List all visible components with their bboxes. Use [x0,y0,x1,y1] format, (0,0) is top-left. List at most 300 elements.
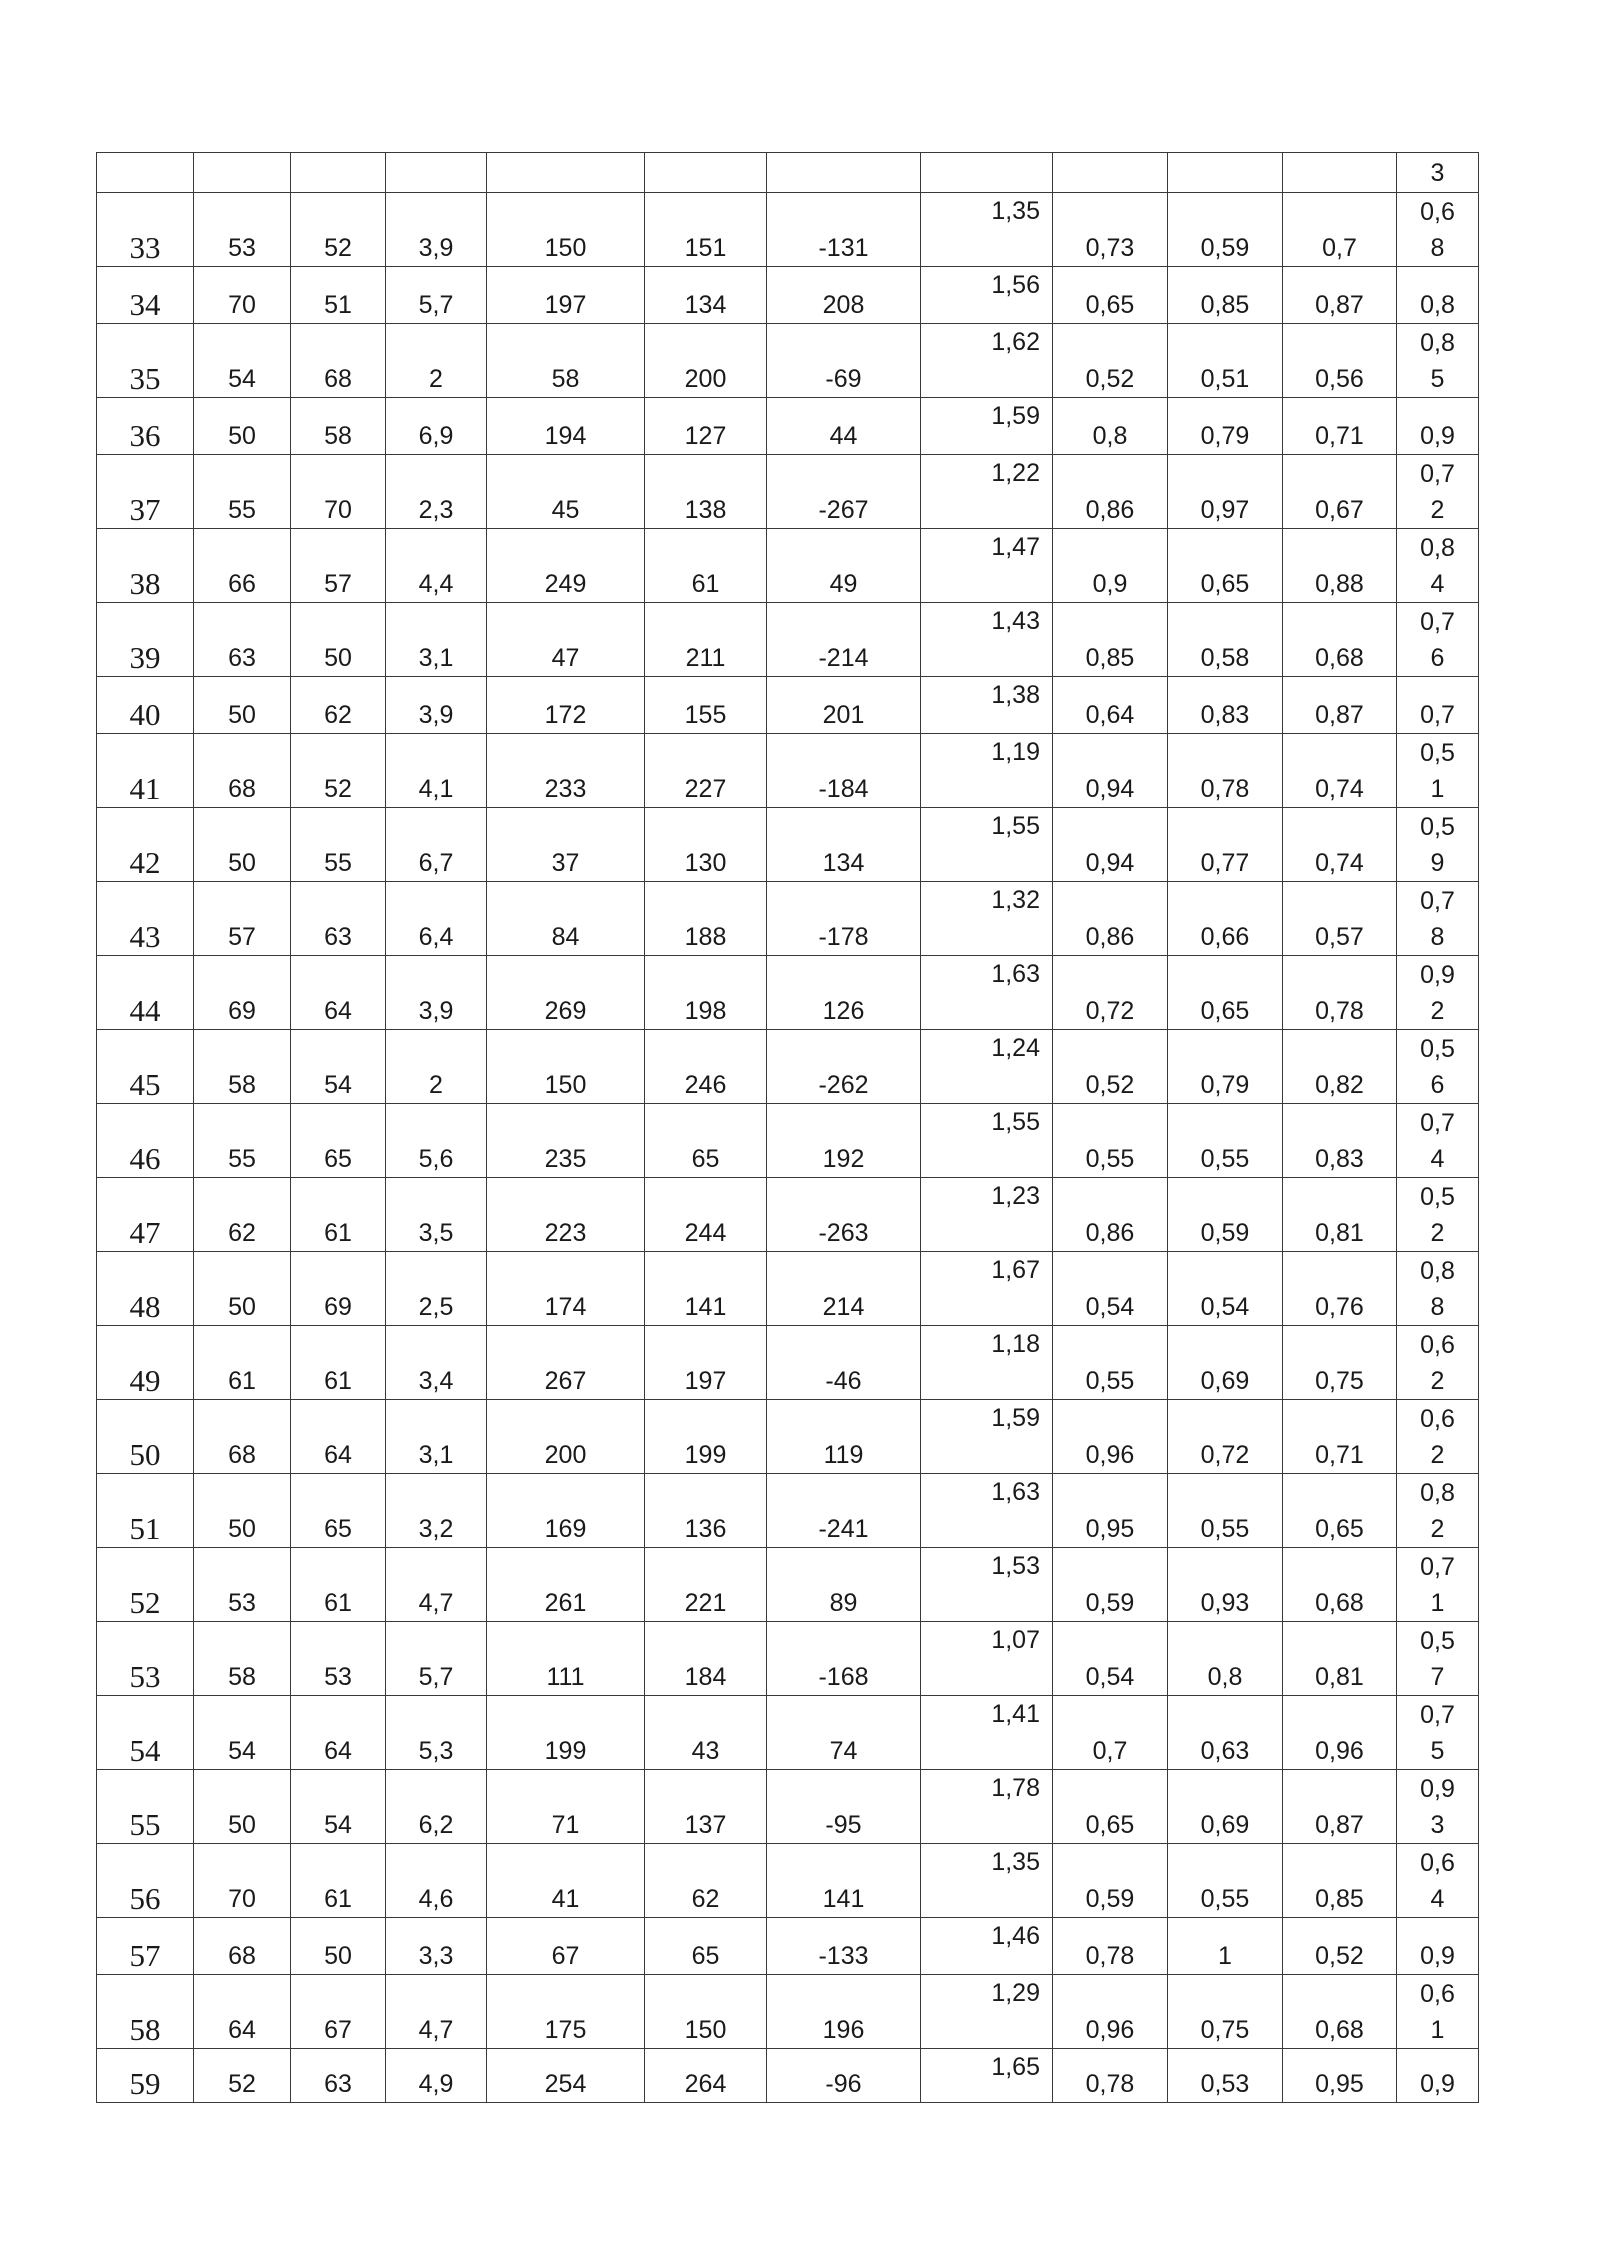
table-cell: 169 [487,1474,645,1548]
table-cell: -168 [767,1622,921,1696]
table-row [97,808,1479,882]
row-index-cell: 45 [97,1030,194,1104]
table-cell: 0,7 [1283,193,1397,267]
table-cell: -267 [767,455,921,529]
table-cell: 134 [645,267,767,324]
table-cell-wrapped [1397,1030,1479,1104]
table-row [97,1622,1479,1696]
table-cell: 1,55 [921,1104,1053,1178]
table-cell: 0,52 [1053,1030,1168,1104]
table-cell: 50 [194,1474,291,1548]
table-cell: 68 [291,324,386,398]
cell-text-line: 0,5 [1420,1035,1455,1063]
cell-text-line: 0,7 [1420,887,1455,915]
table-cell: 63 [291,882,386,956]
table-cell: 200 [487,1400,645,1474]
table-cell: 0,56 [1283,324,1397,398]
table-cell: 58 [291,398,386,455]
table-row [97,1252,1479,1326]
table-cell: 0,67 [1283,455,1397,529]
table-cell: 0,55 [1168,1474,1283,1548]
table-cell: 68 [194,1918,291,1975]
table-row [97,1400,1479,1474]
table-cell: 61 [291,1326,386,1400]
table-cell: 0,78 [1053,1918,1168,1975]
table-cell: 1,67 [921,1252,1053,1326]
table-cell: 58 [194,1622,291,1696]
table-cell: 65 [645,1918,767,1975]
table-cell: 0,96 [1053,1975,1168,2049]
table-cell: 47 [487,603,645,677]
table-cell-wrapped [1397,1696,1479,1770]
table-cell: 0,59 [1053,1844,1168,1918]
table-cell-wrapped [1397,267,1479,324]
cell-text-line: 0,7 [1420,1109,1455,1137]
table-cell: 61 [291,1844,386,1918]
table-cell: 0,85 [1283,1844,1397,1918]
table-cell: 141 [767,1844,921,1918]
table-row [97,1696,1479,1770]
table-row [97,1474,1479,1548]
table-cell: 4,9 [386,2049,487,2103]
table-cell: 0,59 [1053,1548,1168,1622]
table-cell: 111 [487,1622,645,1696]
cell-text-line: 0,7 [1420,1553,1455,1581]
table-cell: 51 [291,267,386,324]
table-cell: 0,97 [1168,455,1283,529]
table-cell: 211 [645,603,767,677]
table-cell: 0,86 [1053,455,1168,529]
table-cell: 223 [487,1178,645,1252]
table-cell: 4,6 [386,1844,487,1918]
table-cell [487,153,645,193]
table-cell: 0,79 [1168,1030,1283,1104]
table-cell: 201 [767,677,921,734]
table-cell [921,153,1053,193]
table-cell-wrapped [1397,734,1479,808]
table-row [97,455,1479,529]
cell-text-line: 1 [1430,775,1445,803]
cell-text-line: 0,6 [1420,1980,1455,2008]
table-cell: 55 [291,808,386,882]
table-cell: 67 [291,1975,386,2049]
table-cell: 68 [194,1400,291,1474]
table-row [97,1030,1479,1104]
table-cell [97,153,194,193]
row-index-cell: 53 [97,1622,194,1696]
cell-text-line: 7 [1430,1663,1445,1691]
table-cell: 0,71 [1283,1400,1397,1474]
table-cell: 0,8 [1168,1622,1283,1696]
cell-text-line: 0,8 [1420,329,1455,357]
table-cell: 0,8 [1053,398,1168,455]
table-cell: 0,58 [1168,603,1283,677]
table-cell: 151 [645,193,767,267]
table-cell: 4,7 [386,1548,487,1622]
table-cell: 1,43 [921,603,1053,677]
table-cell: 0,59 [1168,193,1283,267]
table-row [97,1918,1479,1975]
table-cell: 1,46 [921,1918,1053,1975]
table-cell-wrapped [1397,324,1479,398]
table-cell: 1,53 [921,1548,1053,1622]
table-cell: 84 [487,882,645,956]
cell-text-line: 2 [1430,1441,1445,1469]
row-index-cell: 35 [97,324,194,398]
table-cell-wrapped [1397,1104,1479,1178]
table-cell: 3,1 [386,603,487,677]
table-cell: 138 [645,455,767,529]
table-cell: 172 [487,677,645,734]
table-cell: 194 [487,398,645,455]
table-cell: 6,9 [386,398,487,455]
table-cell: -214 [767,603,921,677]
table-row-continuation [97,153,1479,193]
table-cell: 0,87 [1283,677,1397,734]
table-cell: 0,74 [1283,808,1397,882]
table-row [97,882,1479,956]
table-cell: 0,68 [1283,1975,1397,2049]
table-cell: 6,2 [386,1770,487,1844]
table-cell-wrapped [1397,529,1479,603]
table-cell: 0,65 [1168,529,1283,603]
table-cell-wrapped [1397,1474,1479,1548]
cell-text-line: 1 [1430,1589,1445,1617]
table-cell: 3,5 [386,1178,487,1252]
table-cell: 1,63 [921,1474,1053,1548]
table-cell: 50 [291,603,386,677]
table-cell: 58 [194,1030,291,1104]
table-cell: 0,63 [1168,1696,1283,1770]
cell-text-line: 4 [1430,570,1445,598]
table-cell: 3,2 [386,1474,487,1548]
table-cell: 62 [645,1844,767,1918]
table-cell: 6,4 [386,882,487,956]
row-index-cell: 39 [97,603,194,677]
table-cell: -241 [767,1474,921,1548]
table-row [97,398,1479,455]
cell-text-line: 0,9 [1420,2070,1455,2098]
table-cell: 267 [487,1326,645,1400]
cell-text-line: 0,8 [1420,1479,1455,1507]
table-cell: 0,83 [1168,677,1283,734]
row-index-cell: 40 [97,677,194,734]
table-cell: 141 [645,1252,767,1326]
table-cell: 175 [487,1975,645,2049]
table-cell: 0,64 [1053,677,1168,734]
table-cell: 58 [487,324,645,398]
table-cell: 41 [487,1844,645,1918]
table-cell: 0,96 [1283,1696,1397,1770]
table-cell: 0,85 [1053,603,1168,677]
cell-text-line: 0,6 [1420,198,1455,226]
row-index-cell: 48 [97,1252,194,1326]
row-index-cell: 58 [97,1975,194,2049]
table-cell: 0,55 [1168,1844,1283,1918]
table-cell: 214 [767,1252,921,1326]
cell-text-line: 4 [1430,1885,1445,1913]
table-cell [1053,153,1168,193]
table-cell: 50 [194,677,291,734]
table-cell: 1,22 [921,455,1053,529]
table-row [97,1178,1479,1252]
table-cell: 0,95 [1283,2049,1397,2103]
row-index-cell: 44 [97,956,194,1030]
table-cell: 0,54 [1053,1622,1168,1696]
table-cell: 70 [194,1844,291,1918]
table-cell: -133 [767,1918,921,1975]
table-cell: 3,9 [386,956,487,1030]
table-cell: 69 [194,956,291,1030]
table-cell: 0,95 [1053,1474,1168,1548]
table-cell: 0,75 [1168,1975,1283,2049]
cell-text-line: 0,8 [1420,534,1455,562]
cell-text-line: 0,7 [1420,608,1455,636]
table-cell: 0,74 [1283,734,1397,808]
table-cell: 50 [194,1252,291,1326]
table-cell: 1,32 [921,882,1053,956]
table-cell: 0,68 [1283,603,1397,677]
table-cell: 0,55 [1053,1104,1168,1178]
cell-text-line: 5 [1430,1737,1445,1765]
table-cell: 0,71 [1283,398,1397,455]
table-row [97,1770,1479,1844]
table-cell [767,153,921,193]
table-cell: 57 [194,882,291,956]
table-cell: 0,81 [1283,1178,1397,1252]
table-cell: 5,3 [386,1696,487,1770]
table-cell: 130 [645,808,767,882]
cell-text-line: 0,9 [1420,961,1455,989]
table-cell: 45 [487,455,645,529]
table-cell: 54 [194,1696,291,1770]
table-cell: 50 [291,1918,386,1975]
table-cell-wrapped [1397,1252,1479,1326]
cell-text-line: 0,7 [1420,1701,1455,1729]
table-cell [386,153,487,193]
table-cell-wrapped [1397,1975,1479,2049]
table-cell: 50 [194,1770,291,1844]
table-row [97,1548,1479,1622]
cell-text-line: 0,6 [1420,1849,1455,1877]
table-row [97,193,1479,267]
table-cell: 3,1 [386,1400,487,1474]
table-cell: 155 [645,677,767,734]
table-row [97,1975,1479,2049]
table-cell: 64 [194,1975,291,2049]
table-cell: 53 [194,193,291,267]
table-cell: 4,1 [386,734,487,808]
table-cell: 52 [291,734,386,808]
table-cell [645,153,767,193]
row-index-cell: 41 [97,734,194,808]
row-index-cell: 59 [97,2049,194,2103]
table-cell: 53 [194,1548,291,1622]
table-cell: 0,75 [1283,1326,1397,1400]
table-cell-wrapped [1397,193,1479,267]
table-cell: 5,7 [386,267,487,324]
table-cell: 0,78 [1053,2049,1168,2103]
cell-text-line: 0,7 [1420,701,1455,729]
table-cell: 64 [291,956,386,1030]
table-cell-wrapped [1397,956,1479,1030]
cell-text-line: 0,9 [1420,1942,1455,1970]
table-cell: 1,56 [921,267,1053,324]
row-index-cell: 50 [97,1400,194,1474]
table-cell: 3,4 [386,1326,487,1400]
table-cell-wrapped [1397,455,1479,529]
table-cell: 1,18 [921,1326,1053,1400]
table-cell: 70 [194,267,291,324]
table-cell: 1,29 [921,1975,1053,2049]
table-cell: 0,54 [1168,1252,1283,1326]
row-index-cell: 37 [97,455,194,529]
table-cell: 55 [194,1104,291,1178]
table-cell: 0,69 [1168,1326,1283,1400]
row-index-cell: 42 [97,808,194,882]
cell-text-line: 0,6 [1420,1405,1455,1433]
table-cell: 227 [645,734,767,808]
table-cell-wrapped [1397,882,1479,956]
table-cell: 1,23 [921,1178,1053,1252]
table-cell: 4,7 [386,1975,487,2049]
cell-text-line: 0,5 [1420,813,1455,841]
table-cell: 150 [487,1030,645,1104]
table-row [97,529,1479,603]
table-cell-wrapped [1397,1622,1479,1696]
table-cell: 3,3 [386,1918,487,1975]
cell-text-line: 0,9 [1420,422,1455,450]
table-cell [1168,153,1283,193]
table-cell: 1,07 [921,1622,1053,1696]
table-cell-wrapped [1397,1918,1479,1975]
table-cell: 0,78 [1168,734,1283,808]
table-cell: 0,65 [1283,1474,1397,1548]
table-body [97,153,1479,2103]
table-cell: 174 [487,1252,645,1326]
table-cell: 0,96 [1053,1400,1168,1474]
table-cell: 0,87 [1283,1770,1397,1844]
table-row [97,734,1479,808]
table-cell: 37 [487,808,645,882]
table-cell-wrapped [1397,1400,1479,1474]
table-cell [194,153,291,193]
table-cell: 2 [386,324,487,398]
cell-text-line: 8 [1430,1293,1445,1321]
cell-text-line: 6 [1430,1071,1445,1099]
table-cell: 49 [767,529,921,603]
table-row [97,1326,1479,1400]
cell-text-line: 0,5 [1420,1183,1455,1211]
table-cell: 197 [645,1326,767,1400]
row-index-cell: 46 [97,1104,194,1178]
table-cell: 198 [645,956,767,1030]
table-cell: 61 [291,1178,386,1252]
table-cell: 269 [487,956,645,1030]
row-index-cell: 57 [97,1918,194,1975]
table-cell: 44 [767,398,921,455]
table-cell: 61 [194,1326,291,1400]
row-index-cell: 33 [97,193,194,267]
table-cell: 61 [291,1548,386,1622]
table-row [97,2049,1479,2103]
table-cell: 1,59 [921,1400,1053,1474]
table-cell: 0,81 [1283,1622,1397,1696]
row-index-cell: 36 [97,398,194,455]
row-index-cell: 56 [97,1844,194,1918]
table-cell: 0,51 [1168,324,1283,398]
table-cell: 6,7 [386,808,487,882]
table-cell: 1,35 [921,193,1053,267]
table-cell: 0,52 [1053,324,1168,398]
table-cell: 0,94 [1053,734,1168,808]
table-cell: -178 [767,882,921,956]
row-index-cell: 38 [97,529,194,603]
cell-text-line: 2 [1430,1515,1445,1543]
table-cell: 119 [767,1400,921,1474]
table-cell: 2,3 [386,455,487,529]
cell-text-line: 0,5 [1420,1627,1455,1655]
table-cell: 1,59 [921,398,1053,455]
table-cell: 184 [645,1622,767,1696]
table-cell: 0,86 [1053,882,1168,956]
table-cell: 62 [291,677,386,734]
table-cell: 54 [291,1770,386,1844]
table-cell: 0,85 [1168,267,1283,324]
table-cell: 1,41 [921,1696,1053,1770]
table-cell-wrapped [1397,2049,1479,2103]
table-cell: 0,68 [1283,1548,1397,1622]
table-cell-wrapped [1397,1326,1479,1400]
table-cell: -184 [767,734,921,808]
table-cell: 0,65 [1168,956,1283,1030]
table-cell: 235 [487,1104,645,1178]
table-cell: 0,57 [1283,882,1397,956]
table-cell: 254 [487,2049,645,2103]
table-cell: 1,65 [921,2049,1053,2103]
table-cell: 5,7 [386,1622,487,1696]
table-cell: 264 [645,2049,767,2103]
table-cell: 200 [645,324,767,398]
table-cell: 127 [645,398,767,455]
cell-text-line: 0,8 [1420,291,1455,319]
table-cell: 0,94 [1053,808,1168,882]
table-cell: -46 [767,1326,921,1400]
table-cell: -263 [767,1178,921,1252]
table-cell: 0,55 [1053,1326,1168,1400]
table-cell: 0,76 [1283,1252,1397,1326]
table-cell: 244 [645,1178,767,1252]
table-cell: 0,79 [1168,398,1283,455]
table-cell: 208 [767,267,921,324]
table-cell: -95 [767,1770,921,1844]
table-cell: 136 [645,1474,767,1548]
table-cell: 1,24 [921,1030,1053,1104]
cell-text-line: 5 [1430,365,1445,393]
table-cell: -69 [767,324,921,398]
table-cell: 3,9 [386,677,487,734]
row-index-cell: 51 [97,1474,194,1548]
table-cell: 0,54 [1053,1252,1168,1326]
table-cell: 74 [767,1696,921,1770]
table-cell: 197 [487,267,645,324]
table-cell: 199 [487,1696,645,1770]
table-row [97,324,1479,398]
table-cell: 246 [645,1030,767,1104]
table-cell: 61 [645,529,767,603]
table-cell: 199 [645,1400,767,1474]
table-cell: 2,5 [386,1252,487,1326]
